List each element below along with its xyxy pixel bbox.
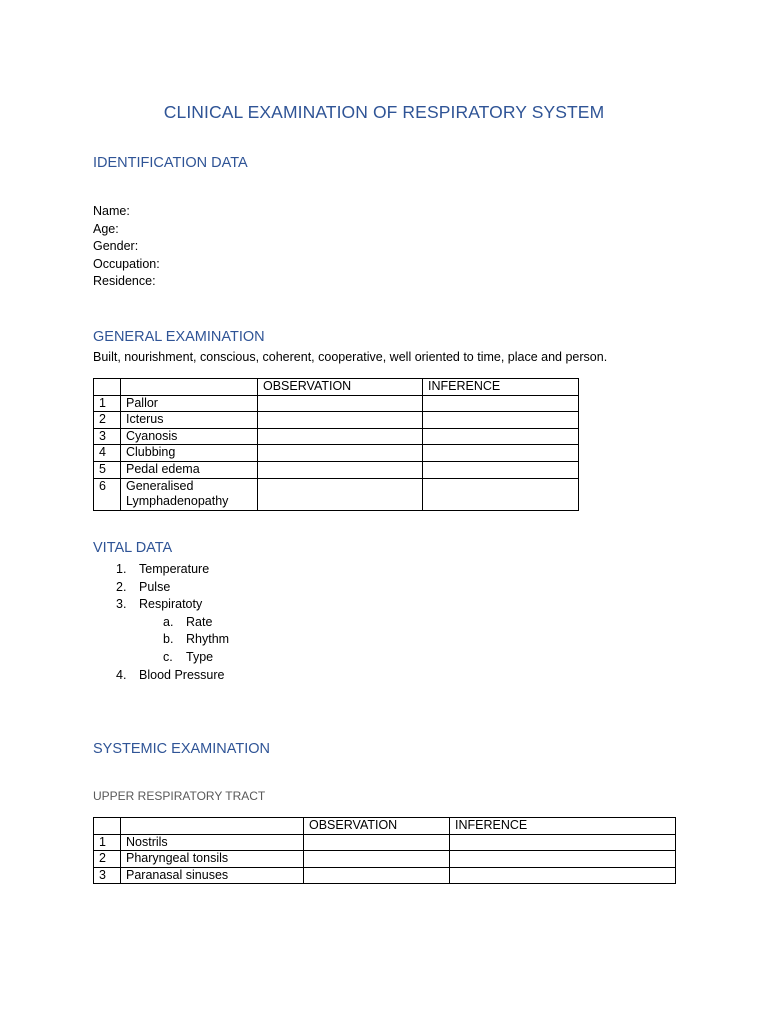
- table-row: [94, 851, 676, 868]
- observation-cell[interactable]: [304, 867, 450, 884]
- inference-cell[interactable]: [450, 834, 676, 851]
- table-row: [94, 412, 579, 429]
- observation-cell[interactable]: [258, 461, 423, 478]
- respiration-sublist: [93, 614, 229, 667]
- table-row: [94, 445, 579, 462]
- field-age-label: Age:: [93, 221, 119, 236]
- inference-cell[interactable]: [450, 867, 676, 884]
- table-header-row: [94, 379, 579, 396]
- header-inference: INFERENCE: [450, 818, 676, 835]
- row-item: Cyanosis: [121, 428, 258, 445]
- row-item: Generalised Lymphadenopathy: [121, 478, 258, 510]
- header-cell: [121, 379, 258, 396]
- observation-cell[interactable]: [304, 851, 450, 868]
- inference-cell[interactable]: [423, 478, 579, 510]
- row-item: Pharyngeal tonsils: [121, 851, 304, 868]
- field-name-label: Name:: [93, 204, 130, 218]
- header-cell: [94, 818, 121, 835]
- observation-cell[interactable]: [258, 395, 423, 412]
- row-number: 6: [94, 478, 121, 510]
- sub-list-item: [93, 631, 229, 649]
- row-item: Paranasal sinuses: [121, 867, 304, 884]
- systemic-examination-heading: SYSTEMIC EXAMINATION: [93, 741, 270, 757]
- header-observation: OBSERVATION: [258, 379, 423, 396]
- table-header-row: [94, 818, 676, 835]
- list-item: [93, 667, 229, 685]
- header-cell: [94, 379, 121, 396]
- list-label: Respiratoty: [139, 597, 203, 612]
- header-cell: [121, 818, 304, 835]
- vital-data-list: [93, 561, 229, 684]
- row-item: Clubbing: [121, 445, 258, 462]
- general-examination-table: [93, 378, 579, 511]
- table-row: [94, 395, 579, 412]
- list-label: Pulse: [139, 579, 171, 594]
- observation-cell[interactable]: [258, 445, 423, 462]
- header-inference: INFERENCE: [423, 379, 579, 396]
- row-item: Pallor: [121, 395, 258, 412]
- row-number: 1: [94, 395, 121, 412]
- row-number: 1: [94, 834, 121, 851]
- field-occupation-label: Occupation:: [93, 256, 160, 271]
- observation-cell[interactable]: [258, 428, 423, 445]
- sub-list-item: [93, 649, 229, 667]
- list-number: 1.: [116, 562, 127, 576]
- field-gender-label: Gender:: [93, 239, 139, 254]
- list-label: Temperature: [139, 562, 210, 576]
- table-row: [94, 834, 676, 851]
- inference-cell[interactable]: [450, 851, 676, 868]
- upper-respiratory-subheading: UPPER RESPIRATORY TRACT: [93, 789, 266, 803]
- document-title: CLINICAL EXAMINATION OF RESPIRATORY SYSTEM: [163, 102, 605, 122]
- table-row: [94, 867, 676, 884]
- list-number: 3.: [116, 597, 127, 612]
- list-item: [93, 579, 229, 597]
- row-number: 3: [94, 428, 121, 445]
- row-number: 2: [94, 412, 121, 429]
- identification-fields: [93, 203, 160, 291]
- list-label: Blood Pressure: [139, 667, 225, 682]
- row-item: Pedal edema: [121, 461, 258, 478]
- general-description: Built, nourishment, conscious, coherent, cooperative, well oriented to time, place and person.: [93, 350, 608, 364]
- observation-cell[interactable]: [304, 834, 450, 851]
- inference-cell[interactable]: [423, 395, 579, 412]
- table-row: [94, 478, 579, 510]
- table-row: [94, 428, 579, 445]
- list-number: b.: [163, 632, 174, 647]
- header-observation: OBSERVATION: [304, 818, 450, 835]
- list-number: c.: [163, 649, 173, 664]
- row-number: 3: [94, 867, 121, 884]
- list-number: 2.: [116, 579, 127, 594]
- inference-cell[interactable]: [423, 461, 579, 478]
- row-item: Nostrils: [121, 834, 304, 851]
- observation-cell[interactable]: [258, 478, 423, 510]
- list-label: Rhythm: [186, 632, 230, 647]
- inference-cell[interactable]: [423, 445, 579, 462]
- list-label: Type: [186, 649, 214, 664]
- list-number: 4.: [116, 667, 127, 682]
- identification-heading: IDENTIFICATION DATA: [93, 155, 248, 171]
- general-examination-heading: GENERAL EXAMINATION: [93, 329, 265, 345]
- field-residence-label: Residence:: [93, 274, 156, 289]
- row-item: Icterus: [121, 412, 258, 429]
- list-item: [93, 561, 229, 579]
- inference-cell[interactable]: [423, 412, 579, 429]
- table-row: [94, 461, 579, 478]
- row-number: 4: [94, 445, 121, 462]
- vital-data-heading: VITAL DATA: [93, 540, 173, 556]
- inference-cell[interactable]: [423, 428, 579, 445]
- list-number: a.: [163, 614, 174, 629]
- list-item: [93, 596, 229, 666]
- row-number: 2: [94, 851, 121, 868]
- observation-cell[interactable]: [258, 412, 423, 429]
- upper-respiratory-table: [93, 817, 676, 884]
- row-number: 5: [94, 461, 121, 478]
- list-label: Rate: [186, 614, 213, 629]
- sub-list-item: [93, 614, 229, 632]
